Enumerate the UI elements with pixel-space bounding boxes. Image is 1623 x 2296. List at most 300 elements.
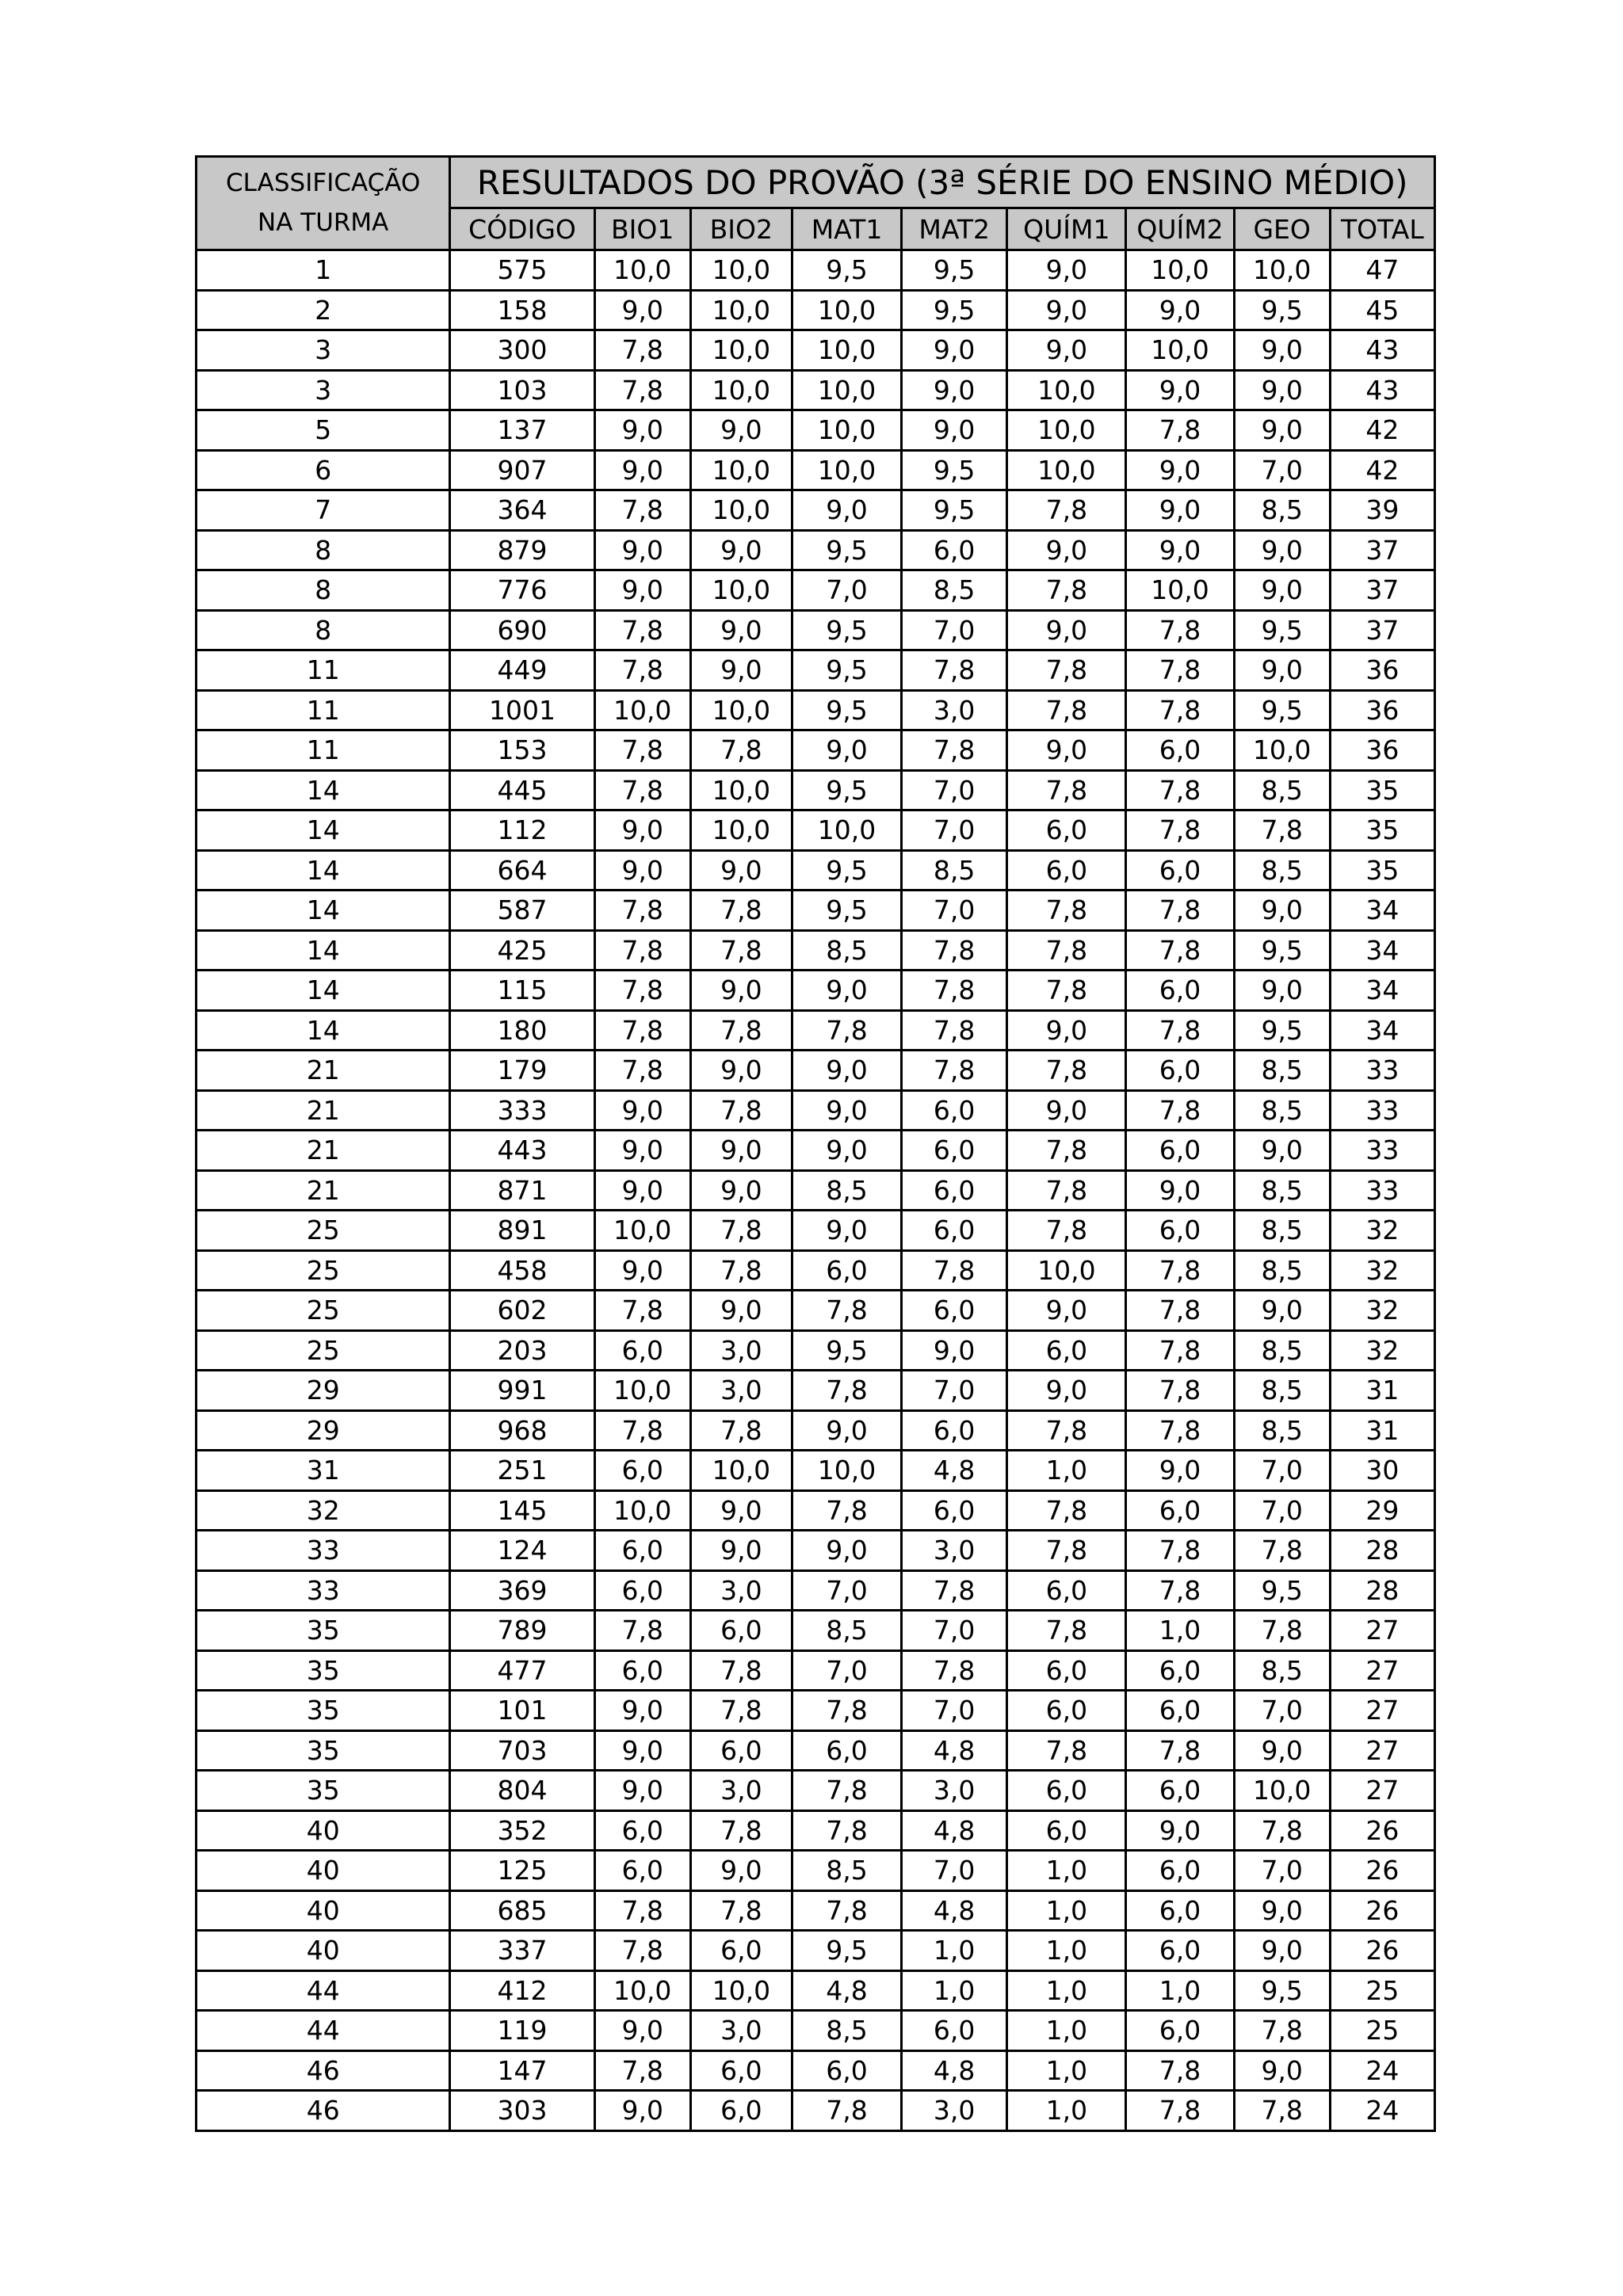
quim1-cell: 10,0: [1007, 370, 1126, 410]
mat2-cell: 4,8: [902, 1810, 1007, 1851]
quim1-cell: 7,8: [1007, 930, 1126, 971]
quim2-cell: 6,0: [1126, 1771, 1234, 1811]
code-cell: 333: [450, 1090, 594, 1131]
quim1-cell: 7,8: [1007, 770, 1126, 810]
table-row: [197, 2091, 1435, 2131]
code-cell: 1001: [450, 690, 594, 730]
mat1-cell: 4,8: [792, 1970, 901, 2011]
mat2-cell: 6,0: [902, 2011, 1007, 2051]
rank-cell: 46: [197, 2091, 450, 2131]
geo-cell: 9,5: [1234, 290, 1330, 330]
bio1-cell: 6,0: [594, 1810, 690, 1851]
table-row: [197, 810, 1435, 851]
rank-cell: 7: [197, 490, 450, 531]
total-cell: 29: [1330, 1490, 1434, 1531]
quim1-cell: 1,0: [1007, 1851, 1126, 1891]
bio2-cell: 3,0: [690, 1771, 792, 1811]
rank-cell: 14: [197, 770, 450, 810]
mat1-cell: 9,5: [792, 690, 901, 730]
column-header-mat2: MAT2: [902, 208, 1007, 250]
geo-cell: 9,5: [1234, 1570, 1330, 1611]
quim2-cell: 7,8: [1126, 1371, 1234, 1411]
code-cell: 445: [450, 770, 594, 810]
code-cell: 477: [450, 1650, 594, 1691]
geo-cell: 7,8: [1234, 2091, 1330, 2131]
geo-cell: 8,5: [1234, 850, 1330, 891]
mat2-cell: 9,0: [902, 410, 1007, 451]
quim1-cell: 6,0: [1007, 850, 1126, 891]
quim2-cell: 7,8: [1126, 1531, 1234, 1571]
rank-cell: 8: [197, 610, 450, 650]
mat2-cell: 9,0: [902, 330, 1007, 371]
quim1-cell: 10,0: [1007, 450, 1126, 490]
quim1-cell: 9,0: [1007, 730, 1126, 771]
rank-cell: 29: [197, 1371, 450, 1411]
quim1-cell: 6,0: [1007, 1691, 1126, 1731]
mat2-cell: 3,0: [902, 2091, 1007, 2131]
quim1-cell: 1,0: [1007, 1451, 1126, 1491]
bio1-cell: 7,8: [594, 650, 690, 691]
bio2-cell: 7,8: [690, 1010, 792, 1051]
geo-cell: 7,8: [1234, 1810, 1330, 1851]
quim2-cell: 6,0: [1126, 1931, 1234, 1971]
rank-cell: 14: [197, 930, 450, 971]
quim1-cell: 7,8: [1007, 1410, 1126, 1451]
table-row: [197, 1810, 1435, 1851]
column-header-bio1: BIO1: [594, 208, 690, 250]
quim2-cell: 10,0: [1126, 250, 1234, 291]
table-title: RESULTADOS DO PROVÃO (3ª SÉRIE DO ENSINO MÉDIO): [450, 157, 1435, 208]
geo-cell: 9,0: [1234, 530, 1330, 570]
code-cell: 879: [450, 530, 594, 570]
table-row: [197, 891, 1435, 931]
quim2-cell: 7,8: [1126, 1090, 1234, 1131]
mat1-cell: 9,0: [792, 1051, 901, 1091]
quim1-cell: 7,8: [1007, 1170, 1126, 1211]
geo-cell: 7,8: [1234, 1611, 1330, 1651]
bio1-cell: 9,0: [594, 810, 690, 851]
mat1-cell: 8,5: [792, 1851, 901, 1891]
bio1-cell: 9,0: [594, 2011, 690, 2051]
bio1-cell: 7,8: [594, 1931, 690, 1971]
quim2-cell: 6,0: [1126, 1131, 1234, 1171]
mat1-cell: 9,0: [792, 1531, 901, 1571]
quim2-cell: 7,8: [1126, 891, 1234, 931]
code-cell: 664: [450, 850, 594, 891]
bio1-cell: 6,0: [594, 1570, 690, 1611]
table-row: [197, 1531, 1435, 1571]
mat2-cell: 7,8: [902, 930, 1007, 971]
bio1-cell: 9,0: [594, 1131, 690, 1171]
mat1-cell: 9,0: [792, 971, 901, 1011]
table-row: [197, 1451, 1435, 1491]
quim2-cell: 6,0: [1126, 1691, 1234, 1731]
total-cell: 25: [1330, 1970, 1434, 2011]
total-cell: 27: [1330, 1611, 1434, 1651]
table-row: [197, 570, 1435, 611]
mat1-cell: 7,8: [792, 1771, 901, 1811]
bio2-cell: 9,0: [690, 850, 792, 891]
code-cell: 891: [450, 1211, 594, 1251]
bio1-cell: 6,0: [594, 1650, 690, 1691]
rank-cell: 44: [197, 1970, 450, 2011]
rank-cell: 21: [197, 1170, 450, 1211]
geo-cell: 9,0: [1234, 410, 1330, 451]
bio1-cell: 9,0: [594, 2091, 690, 2131]
bio2-cell: 10,0: [690, 250, 792, 291]
mat2-cell: 6,0: [902, 1170, 1007, 1211]
code-cell: 137: [450, 410, 594, 451]
code-cell: 101: [450, 1691, 594, 1731]
code-cell: 300: [450, 330, 594, 371]
quim1-cell: 9,0: [1007, 290, 1126, 330]
bio2-cell: 7,8: [690, 891, 792, 931]
mat2-cell: 7,8: [902, 1650, 1007, 1691]
mat1-cell: 9,0: [792, 490, 901, 531]
bio1-cell: 10,0: [594, 690, 690, 730]
total-cell: 30: [1330, 1451, 1434, 1491]
geo-cell: 8,5: [1234, 1090, 1330, 1131]
geo-cell: 8,5: [1234, 1330, 1330, 1371]
bio1-cell: 7,8: [594, 330, 690, 371]
rank-cell: 1: [197, 250, 450, 291]
mat2-cell: 4,8: [902, 1890, 1007, 1931]
mat2-cell: 3,0: [902, 1531, 1007, 1571]
total-cell: 26: [1330, 1851, 1434, 1891]
geo-cell: 7,8: [1234, 2011, 1330, 2051]
rank-cell: 46: [197, 2050, 450, 2091]
mat1-cell: 7,8: [792, 1691, 901, 1731]
table-row: [197, 1170, 1435, 1211]
quim2-cell: 9,0: [1126, 450, 1234, 490]
rank-cell: 14: [197, 810, 450, 851]
mat1-cell: 8,5: [792, 1611, 901, 1651]
geo-cell: 7,0: [1234, 450, 1330, 490]
quim2-cell: 7,8: [1126, 690, 1234, 730]
bio1-cell: 7,8: [594, 370, 690, 410]
mat2-cell: 6,0: [902, 1211, 1007, 1251]
code-cell: 412: [450, 1970, 594, 2011]
quim2-cell: 7,8: [1126, 1730, 1234, 1771]
total-cell: 24: [1330, 2050, 1434, 2091]
classification-header: [197, 157, 450, 250]
quim1-cell: 7,8: [1007, 570, 1126, 611]
table-row: [197, 1090, 1435, 1131]
bio2-cell: 7,8: [690, 1250, 792, 1291]
mat2-cell: 7,0: [902, 1371, 1007, 1411]
code-cell: 458: [450, 1250, 594, 1291]
rank-cell: 25: [197, 1330, 450, 1371]
mat2-cell: 6,0: [902, 1490, 1007, 1531]
quim2-cell: 9,0: [1126, 530, 1234, 570]
rank-cell: 5: [197, 410, 450, 451]
mat2-cell: 9,5: [902, 290, 1007, 330]
bio2-cell: 7,8: [690, 1691, 792, 1731]
bio1-cell: 10,0: [594, 1211, 690, 1251]
table-row: [197, 610, 1435, 650]
bio1-cell: 7,8: [594, 2050, 690, 2091]
quim2-cell: 6,0: [1126, 1051, 1234, 1091]
bio1-cell: 9,0: [594, 530, 690, 570]
mat2-cell: 1,0: [902, 1931, 1007, 1971]
total-cell: 31: [1330, 1410, 1434, 1451]
table-row: [197, 1490, 1435, 1531]
table-row: [197, 1611, 1435, 1651]
quim1-cell: 7,8: [1007, 1131, 1126, 1171]
geo-cell: 7,0: [1234, 1451, 1330, 1491]
rank-cell: 40: [197, 1851, 450, 1891]
bio2-cell: 3,0: [690, 2011, 792, 2051]
table-row: [197, 1890, 1435, 1931]
quim1-cell: 7,8: [1007, 891, 1126, 931]
quim1-cell: 1,0: [1007, 1970, 1126, 2011]
quim1-cell: 9,0: [1007, 330, 1126, 371]
geo-cell: 7,0: [1234, 1691, 1330, 1731]
quim2-cell: 9,0: [1126, 370, 1234, 410]
geo-cell: 9,0: [1234, 650, 1330, 691]
bio1-cell: 9,0: [594, 410, 690, 451]
geo-cell: 9,0: [1234, 2050, 1330, 2091]
mat1-cell: 9,5: [792, 650, 901, 691]
bio2-cell: 9,0: [690, 1851, 792, 1891]
quim1-cell: 7,8: [1007, 1490, 1126, 1531]
quim2-cell: 1,0: [1126, 1611, 1234, 1651]
bio2-cell: 10,0: [690, 450, 792, 490]
bio2-cell: 9,0: [690, 530, 792, 570]
mat1-cell: 7,8: [792, 1810, 901, 1851]
mat1-cell: 9,0: [792, 1410, 901, 1451]
bio1-cell: 10,0: [594, 1371, 690, 1411]
mat2-cell: 9,0: [902, 1330, 1007, 1371]
table-row: [197, 1650, 1435, 1691]
total-cell: 35: [1330, 770, 1434, 810]
mat2-cell: 7,8: [902, 1051, 1007, 1091]
bio2-cell: 6,0: [690, 1730, 792, 1771]
total-cell: 31: [1330, 1371, 1434, 1411]
table-row: [197, 1691, 1435, 1731]
geo-cell: 8,5: [1234, 1051, 1330, 1091]
bio2-cell: 9,0: [690, 610, 792, 650]
table-row: [197, 690, 1435, 730]
table-row: [197, 530, 1435, 570]
quim1-cell: 9,0: [1007, 250, 1126, 291]
total-cell: 34: [1330, 930, 1434, 971]
bio1-cell: 9,0: [594, 1730, 690, 1771]
mat2-cell: 9,5: [902, 250, 1007, 291]
table-row: [197, 1851, 1435, 1891]
mat1-cell: 10,0: [792, 330, 901, 371]
code-cell: 303: [450, 2091, 594, 2131]
mat1-cell: 9,5: [792, 1330, 901, 1371]
bio2-cell: 6,0: [690, 1931, 792, 1971]
bio2-cell: 10,0: [690, 1451, 792, 1491]
bio1-cell: 7,8: [594, 1291, 690, 1331]
quim1-cell: 1,0: [1007, 2011, 1126, 2051]
mat1-cell: 6,0: [792, 1250, 901, 1291]
total-cell: 47: [1330, 250, 1434, 291]
total-cell: 24: [1330, 2091, 1434, 2131]
bio2-cell: 10,0: [690, 1970, 792, 2011]
table-row: [197, 450, 1435, 490]
quim2-cell: 6,0: [1126, 730, 1234, 771]
mat1-cell: 9,5: [792, 610, 901, 650]
total-cell: 32: [1330, 1250, 1434, 1291]
table-row: [197, 1051, 1435, 1091]
rank-cell: 14: [197, 1010, 450, 1051]
quim2-cell: 7,8: [1126, 1330, 1234, 1371]
quim1-cell: 6,0: [1007, 1650, 1126, 1691]
bio1-cell: 9,0: [594, 570, 690, 611]
mat2-cell: 7,8: [902, 650, 1007, 691]
bio1-cell: 9,0: [594, 1771, 690, 1811]
table-row: [197, 1010, 1435, 1051]
bio1-cell: 10,0: [594, 1490, 690, 1531]
table-row: [197, 2050, 1435, 2091]
mat1-cell: 8,5: [792, 2011, 901, 2051]
total-cell: 27: [1330, 1691, 1434, 1731]
quim2-cell: 6,0: [1126, 1650, 1234, 1691]
bio1-cell: 6,0: [594, 1851, 690, 1891]
rank-cell: 11: [197, 730, 450, 771]
total-cell: 37: [1330, 570, 1434, 611]
geo-cell: 9,5: [1234, 610, 1330, 650]
quim1-cell: 6,0: [1007, 1570, 1126, 1611]
column-header-geo: GEO: [1234, 208, 1330, 250]
quim1-cell: 7,8: [1007, 490, 1126, 531]
bio2-cell: 9,0: [690, 1170, 792, 1211]
geo-cell: 7,0: [1234, 1851, 1330, 1891]
mat1-cell: 7,8: [792, 1490, 901, 1531]
quim2-cell: 7,8: [1126, 650, 1234, 691]
geo-cell: 10,0: [1234, 730, 1330, 771]
bio2-cell: 10,0: [690, 810, 792, 851]
bio2-cell: 9,0: [690, 1131, 792, 1171]
total-cell: 27: [1330, 1650, 1434, 1691]
quim1-cell: 7,8: [1007, 971, 1126, 1011]
mat1-cell: 9,5: [792, 530, 901, 570]
quim1-cell: 1,0: [1007, 1890, 1126, 1931]
mat2-cell: 7,8: [902, 1570, 1007, 1611]
column-header-codigo: CÓDIGO: [450, 208, 594, 250]
rank-cell: 40: [197, 1931, 450, 1971]
mat1-cell: 9,0: [792, 730, 901, 771]
quim2-cell: 7,8: [1126, 1010, 1234, 1051]
geo-cell: 9,0: [1234, 971, 1330, 1011]
rank-cell: 35: [197, 1730, 450, 1771]
mat1-cell: 9,5: [792, 891, 901, 931]
quim2-cell: 7,8: [1126, 1410, 1234, 1451]
total-cell: 26: [1330, 1931, 1434, 1971]
total-cell: 33: [1330, 1170, 1434, 1211]
quim1-cell: 6,0: [1007, 1330, 1126, 1371]
geo-cell: 8,5: [1234, 1211, 1330, 1251]
quim2-cell: 6,0: [1126, 971, 1234, 1011]
table-row: [197, 250, 1435, 291]
geo-cell: 9,0: [1234, 330, 1330, 371]
rank-cell: 25: [197, 1211, 450, 1251]
mat1-cell: 10,0: [792, 450, 901, 490]
quim1-cell: 10,0: [1007, 410, 1126, 451]
table-row: [197, 410, 1435, 451]
bio2-cell: 7,8: [690, 730, 792, 771]
total-cell: 28: [1330, 1531, 1434, 1571]
mat1-cell: 7,8: [792, 1291, 901, 1331]
mat1-cell: 8,5: [792, 1170, 901, 1211]
table-row: [197, 1931, 1435, 1971]
total-cell: 36: [1330, 690, 1434, 730]
geo-cell: 9,5: [1234, 1010, 1330, 1051]
rank-cell: 44: [197, 2011, 450, 2051]
bio1-cell: 7,8: [594, 490, 690, 531]
total-cell: 34: [1330, 971, 1434, 1011]
bio1-cell: 10,0: [594, 1970, 690, 2011]
quim1-cell: 9,0: [1007, 1371, 1126, 1411]
geo-cell: 9,5: [1234, 930, 1330, 971]
mat2-cell: 6,0: [902, 530, 1007, 570]
quim1-cell: 10,0: [1007, 1250, 1126, 1291]
rank-cell: 21: [197, 1131, 450, 1171]
mat1-cell: 9,5: [792, 850, 901, 891]
quim1-cell: 6,0: [1007, 1810, 1126, 1851]
bio2-cell: 10,0: [690, 770, 792, 810]
quim1-cell: 7,8: [1007, 1730, 1126, 1771]
rank-cell: 14: [197, 850, 450, 891]
quim1-cell: 9,0: [1007, 1291, 1126, 1331]
bio1-cell: 7,8: [594, 891, 690, 931]
mat2-cell: 6,0: [902, 1090, 1007, 1131]
mat2-cell: 3,0: [902, 1771, 1007, 1811]
bio2-cell: 10,0: [690, 570, 792, 611]
table-row: [197, 1371, 1435, 1411]
bio2-cell: 3,0: [690, 1330, 792, 1371]
mat1-cell: 7,8: [792, 1371, 901, 1411]
geo-cell: 9,5: [1234, 1970, 1330, 2011]
mat2-cell: 6,0: [902, 1131, 1007, 1171]
quim2-cell: 6,0: [1126, 1490, 1234, 1531]
rank-cell: 8: [197, 570, 450, 611]
quim2-cell: 7,8: [1126, 610, 1234, 650]
quim2-cell: 10,0: [1126, 570, 1234, 611]
table-row: [197, 490, 1435, 531]
code-cell: 871: [450, 1170, 594, 1211]
mat2-cell: 7,0: [902, 810, 1007, 851]
rank-cell: 21: [197, 1051, 450, 1091]
mat1-cell: 10,0: [792, 410, 901, 451]
quim1-cell: 6,0: [1007, 810, 1126, 851]
bio2-cell: 7,8: [690, 1211, 792, 1251]
code-cell: 703: [450, 1730, 594, 1771]
bio1-cell: 7,8: [594, 1890, 690, 1931]
mat1-cell: 7,8: [792, 1890, 901, 1931]
quim1-cell: 7,8: [1007, 650, 1126, 691]
geo-cell: 7,8: [1234, 810, 1330, 851]
quim2-cell: 6,0: [1126, 850, 1234, 891]
bio2-cell: 9,0: [690, 1531, 792, 1571]
rank-cell: 3: [197, 330, 450, 371]
bio2-cell: 7,8: [690, 1650, 792, 1691]
code-cell: 364: [450, 490, 594, 531]
quim2-cell: 7,8: [1126, 770, 1234, 810]
mat1-cell: 9,5: [792, 1931, 901, 1971]
table-row: [197, 1730, 1435, 1771]
mat1-cell: 10,0: [792, 290, 901, 330]
mat1-cell: 7,0: [792, 1650, 901, 1691]
rank-cell: 35: [197, 1650, 450, 1691]
mat2-cell: 4,8: [902, 1451, 1007, 1491]
column-header-quim2: QUÍM2: [1126, 208, 1234, 250]
table-row: [197, 1771, 1435, 1811]
mat1-cell: 10,0: [792, 810, 901, 851]
